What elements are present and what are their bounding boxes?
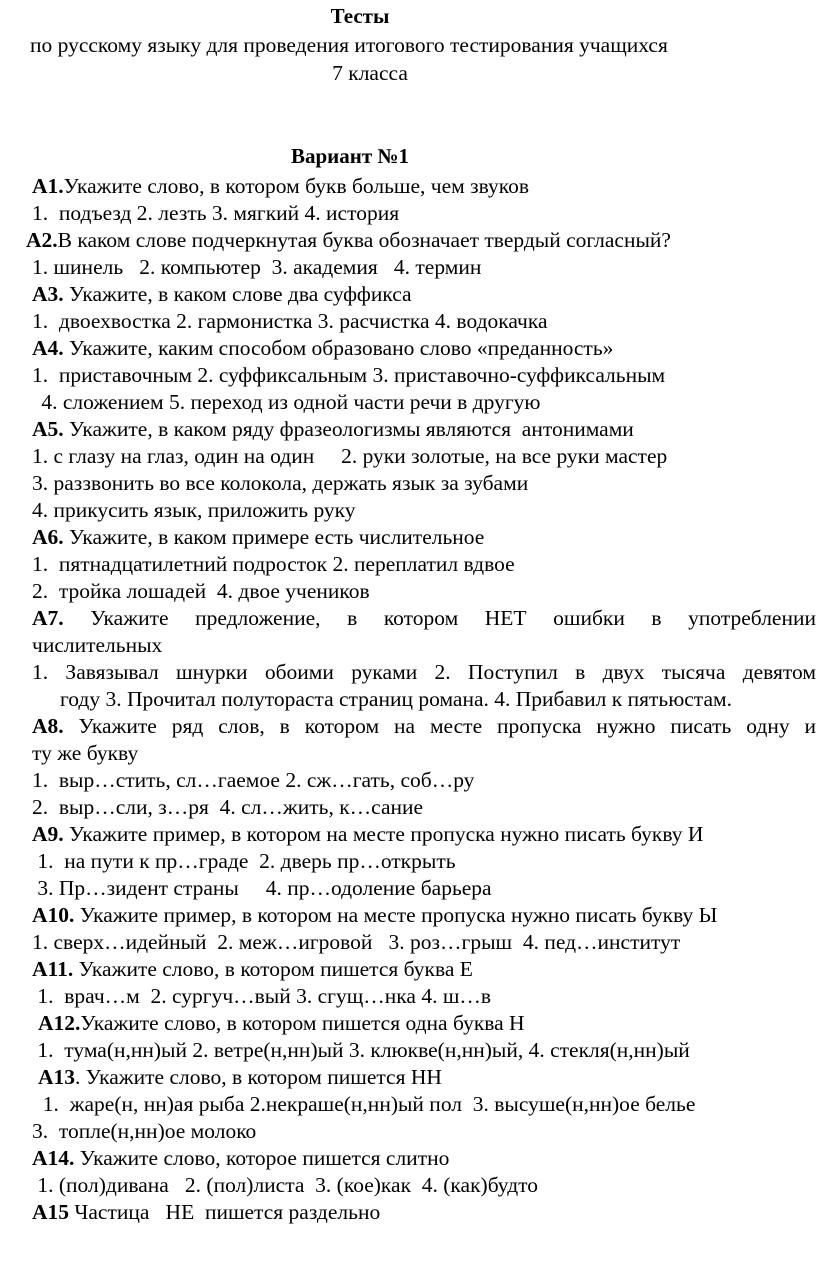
question-line: А4. Укажите, каким способом образовано слово «преданность» — [32, 336, 614, 360]
question-line: А1.Укажите слово, в котором букв больше, чем звуков — [32, 174, 530, 198]
question-line-cont: числительных — [32, 633, 163, 657]
answer-line: 1. пятнадцатилетний подросток 2. переплатил вдвое — [32, 552, 515, 576]
answer-line: 1. подъезд 2. лезть 3. мягкий 4. история — [32, 201, 400, 225]
answer-line: 3. топле(н,нн)ое молоко — [32, 1119, 257, 1143]
question-line: А8. Укажите ряд слов, в котором на месте пропуска нужно писать одну и — [32, 714, 816, 738]
answer-line: 1. врач…м 2. сургуч…вый 3. сгущ…нка 4. ш…в — [32, 984, 492, 1008]
answer-line: 4. прикусить язык, приложить руку — [32, 498, 356, 522]
question-line: А13. Укажите слово, в котором пишется НН — [38, 1065, 442, 1089]
question-line-cont: ту же букву — [32, 741, 139, 765]
question-line: А14. Укажите слово, которое пишется слитно — [32, 1146, 450, 1170]
variant-heading: Вариант №1 — [290, 144, 410, 168]
question-line: А12.Укажите слово, в котором пишется одна буква Н — [38, 1011, 525, 1035]
answer-line: 1. выр…стить, сл…гаемое 2. сж…гать, соб…ру — [32, 768, 475, 792]
answer-line: 1. двоехвостка 2. гармонистка 3. расчистка 4. водокачка — [32, 309, 548, 333]
question-line: А2.В каком слове подчеркнутая буква обозначает твердый согласный? — [26, 228, 671, 252]
question-line: А7. Укажите предложение, в котором НЕТ ошибки в употреблении — [32, 606, 816, 630]
answer-line: 2. выр…сли, з…ря 4. сл…жить, к…сание — [32, 795, 424, 819]
answer-line: 1. шинель 2. компьютер 3. академия 4. термин — [32, 255, 482, 279]
answer-line: году 3. Прочитал полутораста страниц романа. 4. Прибавил к пятьюстам. — [60, 687, 732, 711]
answer-line: 2. тройка лошадей 4. двое учеников — [32, 579, 370, 603]
question-line: А5. Укажите, в каком ряду фразеологизмы являются антонимами — [32, 417, 634, 441]
question-line: А10. Укажите пример, в котором на месте пропуска нужно писать букву Ы — [32, 903, 718, 927]
answer-line: 1. жаре(н, нн)ая рыба 2.некраше(н,нн)ый пол 3. высуше(н,нн)ое белье — [32, 1092, 696, 1116]
question-line: А9. Укажите пример, в котором на месте пропуска нужно писать букву И — [32, 822, 704, 846]
answer-line: 3. раззвонить во все колокола, держать язык за зубами — [32, 471, 529, 495]
answer-line: 1. тума(н,нн)ый 2. ветре(н,нн)ый 3. клюкве(н,нн)ый, 4. стекля(н,нн)ый — [32, 1038, 690, 1062]
question-line: А3. Укажите, в каком слове два суффикса — [32, 282, 412, 306]
question-line: А11. Укажите слово, в котором пишется буква Е — [32, 957, 473, 981]
answer-line: 1. Завязывал шнурки обоими руками 2. Поступил в двух тысяча девятом — [32, 660, 816, 684]
answer-line: 4. сложением 5. переход из одной части речи в другую — [36, 390, 541, 414]
document-subtitle: по русскому языку для проведения итогового тестирования учащихся — [30, 33, 668, 57]
answer-line: 1. сверх…идейный 2. меж…игровой 3. роз…грыш 4. пед…институт — [32, 930, 681, 954]
document-title: Тесты — [330, 4, 390, 28]
answer-line: 1. приставочным 2. суффиксальным 3. приставочно-суффиксальным — [32, 363, 666, 387]
answer-line: 1. на пути к пр…граде 2. дверь пр…открыть — [32, 849, 456, 873]
answer-line: 1. (пол)дивана 2. (пол)листа 3. (кое)как 4. (как)будто — [32, 1173, 539, 1197]
grade-label: 7 класса — [332, 61, 408, 85]
question-line: А6. Укажите, в каком примере есть числительное — [32, 525, 485, 549]
answer-line: 3. Пр…зидент страны 4. пр…одоление барьера — [32, 876, 492, 900]
question-line: А15 Частица НЕ пишется раздельно — [32, 1200, 381, 1224]
answer-line: 1. с глазу на глаз, один на один 2. руки золотые, на все руки мастер — [32, 444, 668, 468]
